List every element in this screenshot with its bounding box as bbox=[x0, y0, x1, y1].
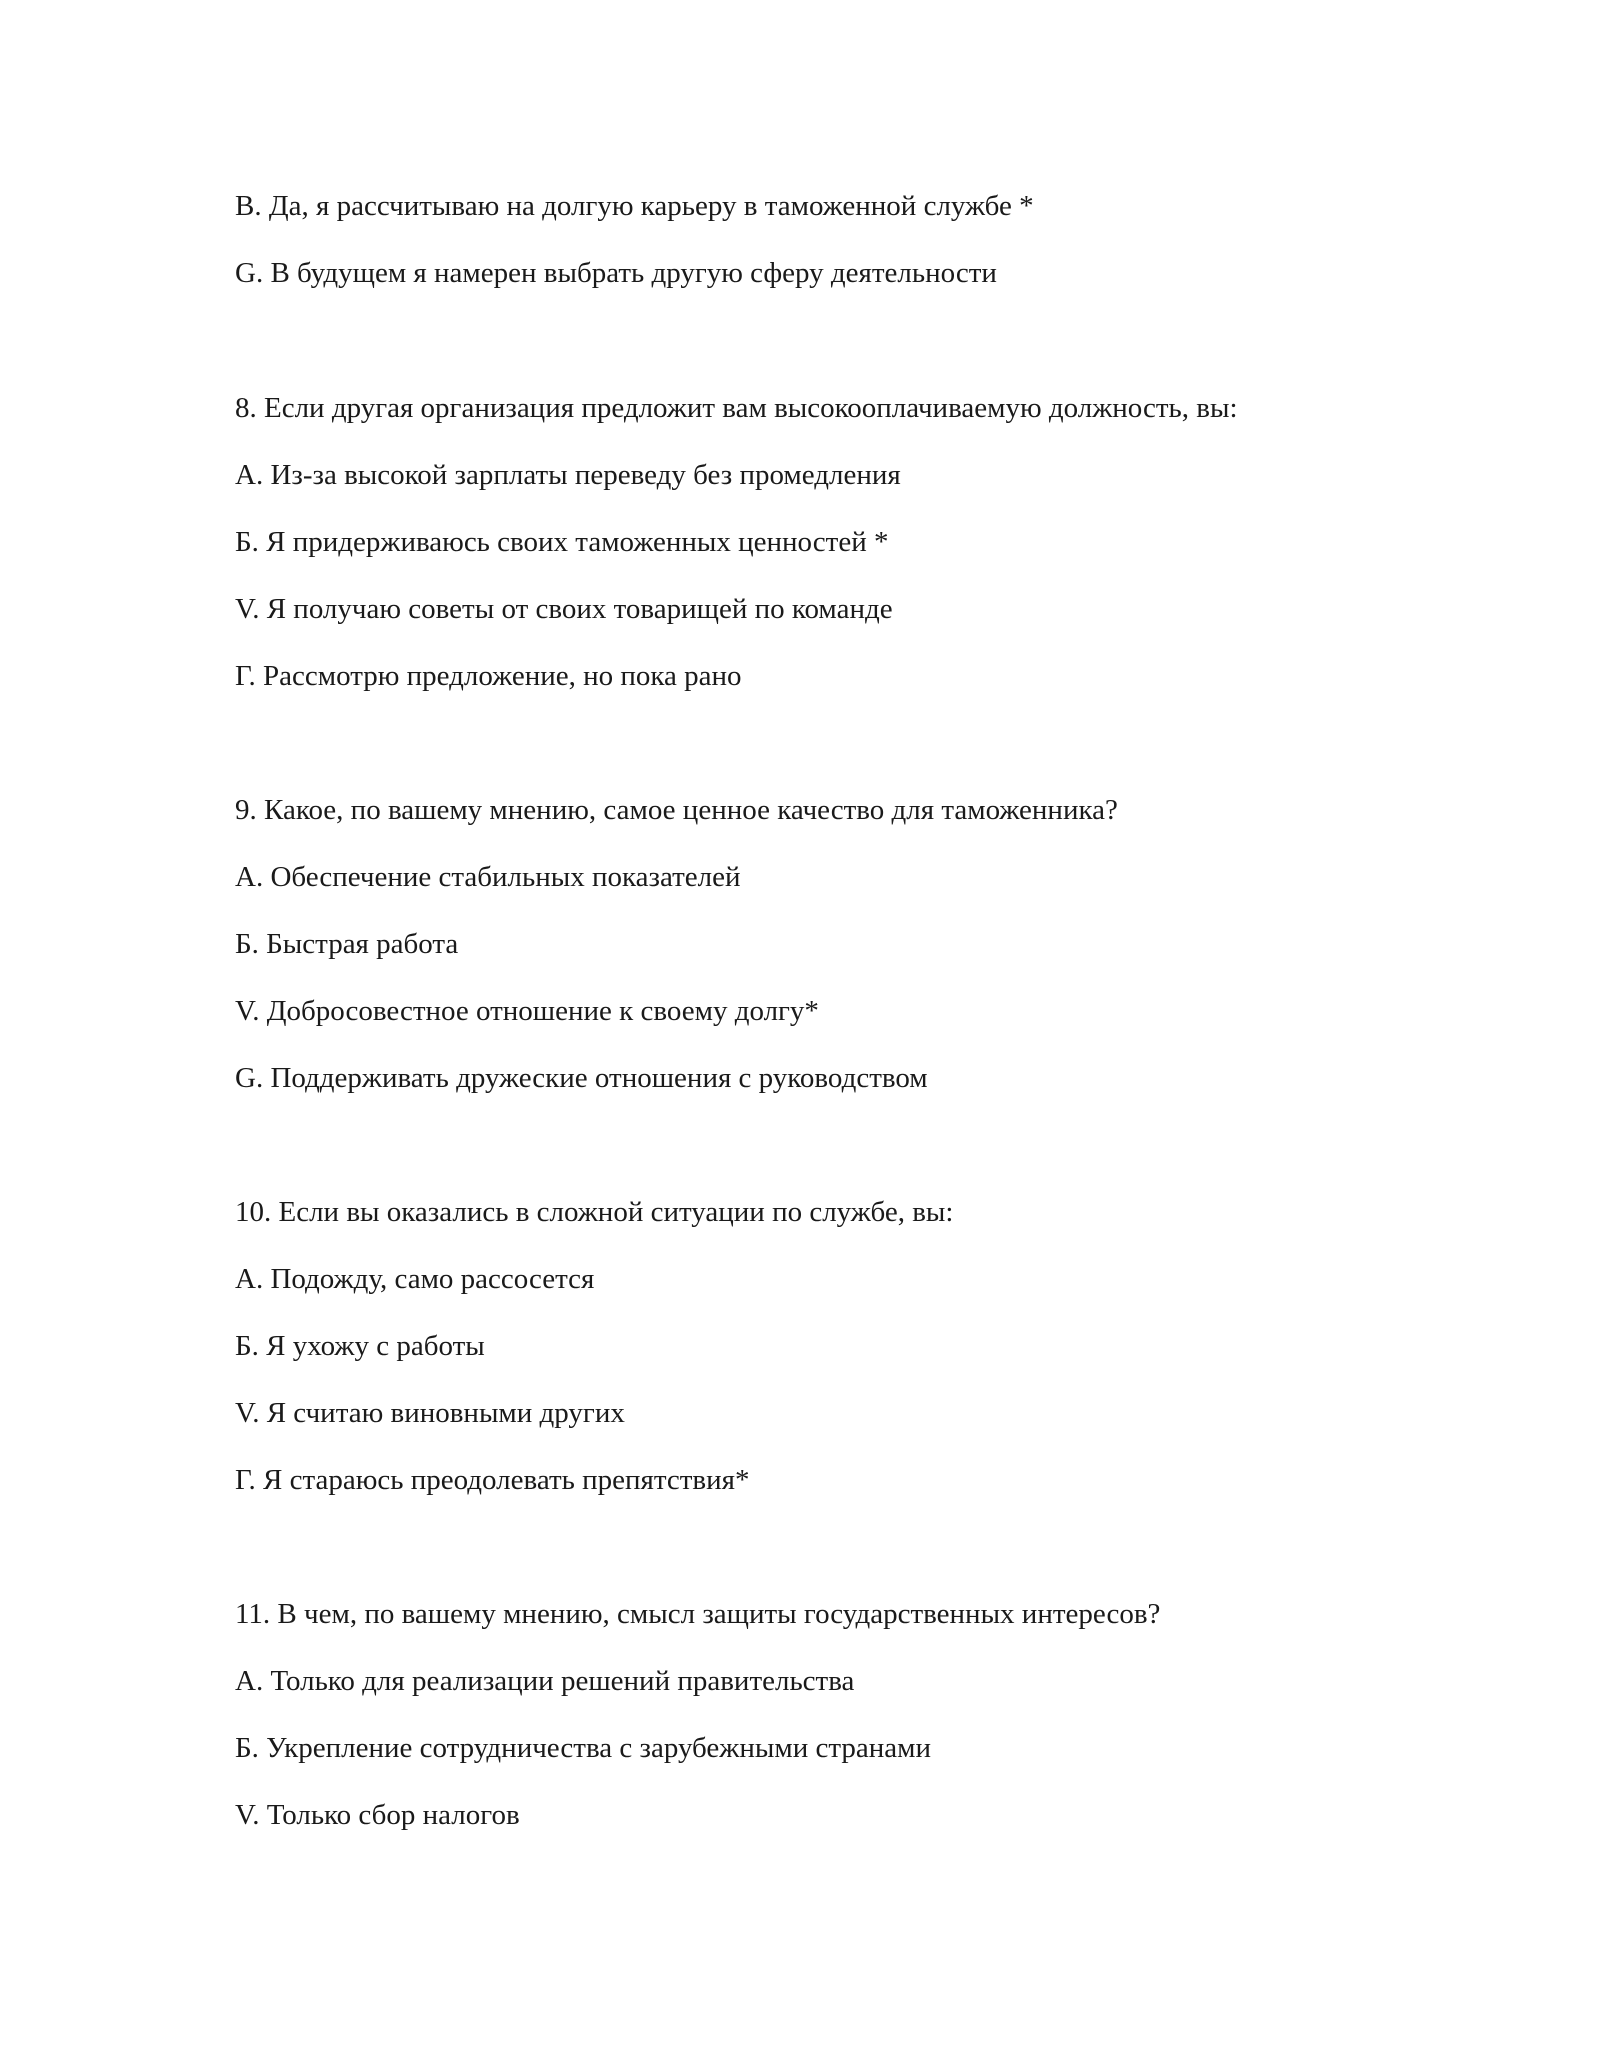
q8-option-b: Б. Я придерживаюсь своих таможенных ценностей * bbox=[235, 526, 889, 558]
q10-option-g: Г. Я стараюсь преодолевать препятствия* bbox=[235, 1464, 750, 1496]
q10-option-b: Б. Я ухожу с работы bbox=[235, 1330, 485, 1362]
q11-option-a: A. Только для реализации решений правительства bbox=[235, 1665, 855, 1697]
q10-option-v: V. Я считаю виновными других bbox=[235, 1397, 625, 1429]
q11-option-v: V. Только сбор налогов bbox=[235, 1799, 520, 1831]
question-8: 8. Если другая организация предложит вам высокооплачиваемую должность, вы: bbox=[235, 392, 1238, 424]
q8-option-a: A. Из-за высокой зарплаты переведу без промедления bbox=[235, 459, 901, 491]
q10-option-a: A. Подожду, само рассосется bbox=[235, 1263, 595, 1295]
question-9: 9. Какое, по вашему мнению, самое ценное качество для таможенника? bbox=[235, 794, 1118, 826]
q11-option-b: Б. Укрепление сотрудничества с зарубежными странами bbox=[235, 1732, 931, 1764]
question-11: 11. В чем, по вашему мнению, смысл защиты государственных интересов? bbox=[235, 1598, 1161, 1630]
q7-option-g: G. В будущем я намерен выбрать другую сферу деятельности bbox=[235, 257, 997, 289]
q8-option-v: V. Я получаю советы от своих товарищей по команде bbox=[235, 593, 893, 625]
question-10: 10. Если вы оказались в сложной ситуации по службе, вы: bbox=[235, 1196, 954, 1228]
q9-option-v: V. Добросовестное отношение к своему долгу* bbox=[235, 995, 819, 1027]
q7-option-b: B. Да, я рассчитываю на долгую карьеру в таможенной службе * bbox=[235, 190, 1034, 222]
q9-option-g: G. Поддерживать дружеские отношения с руководством bbox=[235, 1062, 928, 1094]
q9-option-b: Б. Быстрая работа bbox=[235, 928, 459, 960]
q8-option-g: Г. Рассмотрю предложение, но пока рано bbox=[235, 660, 742, 692]
q9-option-a: A. Обеспечение стабильных показателей bbox=[235, 861, 741, 893]
